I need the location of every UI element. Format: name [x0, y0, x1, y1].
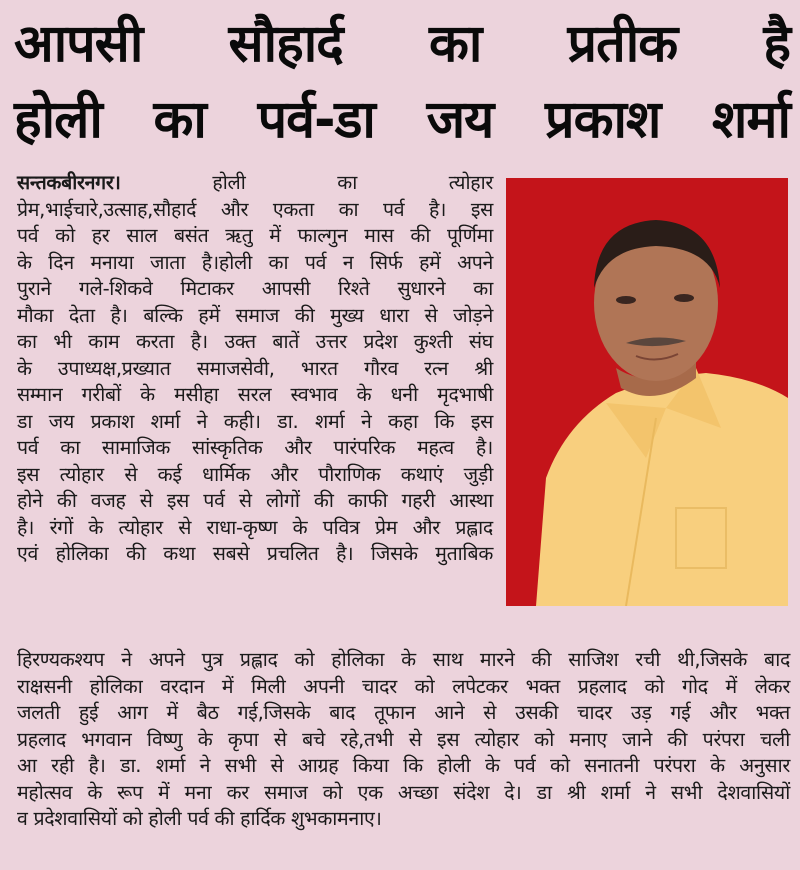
- article-line: एवं होलिका की कथा सबसे प्रचलित है। जिसके मुताबिक: [17, 542, 493, 565]
- headline-line-1: आपसी सौहार्द का प्रतीक है: [14, 14, 790, 74]
- article-line: पर्व को हर साल बसंत ऋतु में फाल्गुन मास की पूर्णिमा: [17, 224, 493, 247]
- article-line: प्रेम,भाईचारे,उत्साह,सौहार्द और एकता का पर्व है। इस: [17, 197, 493, 221]
- article-line: आ रही है। डा. शर्मा ने सभी से आग्रह किया कि होली के पर्व को सनातनी परंपरा के अनुसार: [17, 754, 790, 777]
- left-eye: [616, 296, 636, 304]
- dateline: सन्तकबीरनगर।: [17, 171, 121, 194]
- article-line: हिरण्यकश्यप ने अपने पुत्र प्रह्लाद को होलिका के साथ मारने की साजिश रची थी,जिसके बाद: [17, 648, 790, 671]
- article-first-line: [17, 170, 493, 197]
- article-line: महोत्सव के रूप में मना कर समाज को एक अच्छा संदेश दे। डा श्री शर्मा ने सभी देशवासियों: [17, 780, 790, 804]
- article-line: के दिन मनाया जाता है।होली का पर्व न सिर्फ हमें अपने: [17, 250, 493, 274]
- article-body-full-width: [17, 647, 790, 833]
- article-line: इस त्योहार से कई धार्मिक और पौराणिक कथाएं जुड़ी: [17, 462, 493, 486]
- article-line-last: व प्रदेशवासियों को होली पर्व की हार्दिक शुभकामनाए।: [17, 807, 382, 830]
- headline: [14, 6, 790, 158]
- right-eye: [674, 294, 694, 302]
- article-line: जलती हुई आग में बैठ गई,जिसके बाद तूफान आने से उसकी चादर उड़ गई और भक्त: [17, 701, 790, 724]
- article-line: का भी काम करता है। उक्त बातें उत्तर प्रदेश कुश्ती संघ: [17, 330, 493, 353]
- article-line: होने की वजह से इस पर्व से लोगों की काफी गहरी आस्था: [17, 489, 493, 512]
- first-line-text: होली का त्योहार: [212, 171, 493, 194]
- headline-line-2: होली का पर्व-डा जय प्रकाश शर्मा: [14, 90, 790, 150]
- article-line: सम्मान गरीबों के मसीहा सरल स्वभाव के धनी मृदभाषी: [17, 383, 493, 406]
- article-line: पुराने गले-शिकवे मिटाकर आपसी रिश्ते सुधारने का: [17, 277, 493, 300]
- article-line: राक्षसनी होलिका वरदान में मिली अपनी चादर को लपेटकर भक्त प्रहलाद को गोद में लेकर: [17, 674, 790, 698]
- article-line: डा जय प्रकाश शर्मा ने कही। डा. शर्मा ने कहा कि इस: [17, 409, 493, 433]
- portrait-photo: [506, 178, 788, 606]
- article-line: प्रहलाद भगवान विष्णु के कृपा से बचे रहे,तभी से इस त्योहार को मनाए जाने की परंपरा चली: [17, 727, 790, 751]
- article-line: है। रंगों के त्योहार से राधा-कृष्ण के पवित्र प्रेम और प्रह्लाद: [17, 515, 493, 539]
- article-body-column: [17, 170, 493, 568]
- portrait-illustration: [506, 178, 788, 606]
- article-line: मौका देता है। बल्कि हमें समाज की मुख्य धारा से जोड़ने: [17, 303, 493, 327]
- article-line: के उपाध्यक्ष,प्रख्यात समाजसेवी, भारत गौरव रत्न श्री: [17, 356, 493, 380]
- article-line: पर्व का सामाजिक सांस्कृतिक और पारंपरिक महत्व है।: [17, 436, 493, 459]
